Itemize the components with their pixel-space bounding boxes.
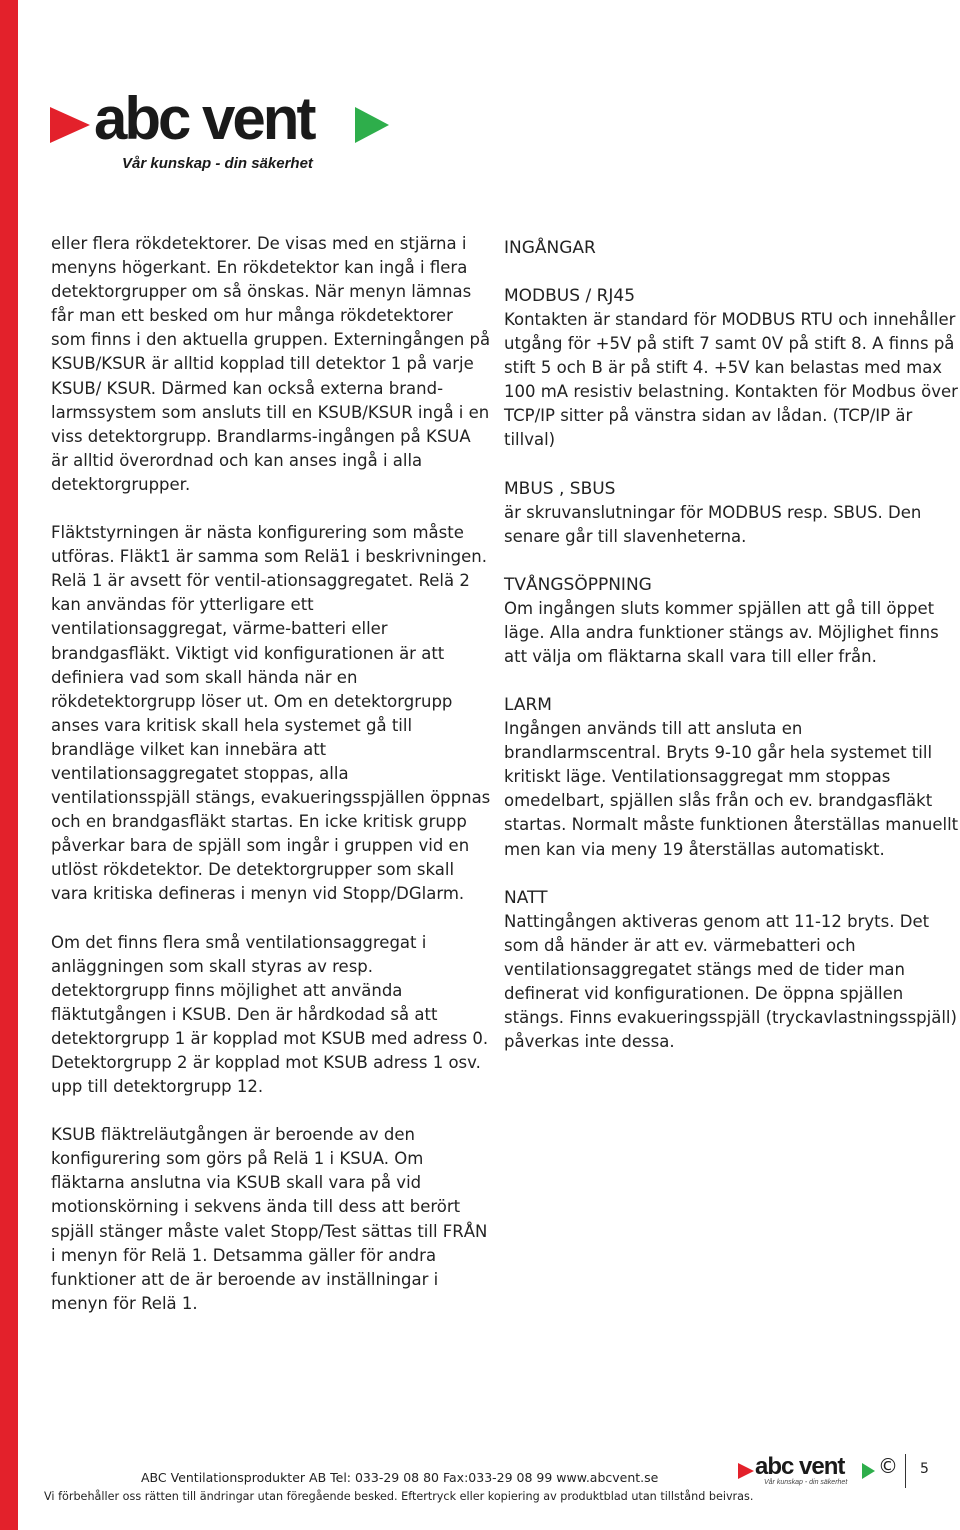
abc-vent-logo bbox=[50, 85, 400, 180]
section-title: LARM bbox=[504, 695, 552, 716]
section-text: Om ingången sluts kommer spjällen att gå till öppet läge. Alla andra funktioner stängs av. Möjlighet finns att välja om fläktarna skall vara till eller från. bbox=[504, 598, 939, 666]
page-number: 5 bbox=[920, 1461, 929, 1477]
left-paragraph-1: eller flera rökdetektorer. De visas med en stjärna i menyns högerkant. En rökdetektor kan ingå i flera detektorgrupper om så önskas. När menyn lämnas får man ett besked om hur många rökdetektorer som finns i den aktuella gruppen. Externingången på KSUB/KSUR är alltid kopplad till detektor 1 på varje KSUB/ KSUR. Därmed kan också externa brand-larmssystem som ansluts till en KSUB/KSUR ingå i en viss detektorgrupp. Brandlarms-ingången på KSUA är alltid överordnad och kan anses ingå i alla detektorgrupper. bbox=[51, 234, 491, 494]
footer-logo-green-triangle-icon bbox=[862, 1463, 875, 1479]
footer bbox=[0, 1453, 960, 1516]
left-paragraph-3: Om det finns flera små ventilationsaggregat i anläggningen som skall styras av resp. detektorgrupp finns möjlighet att använda fläktutgången i KSUB. Den är hårdkodad så att detektorgrupp 1 är kopplad mot KSUB med adress 0. Detektorgrupp 2 är kopplad mot KSUB adress 1 osv. upp till detektorgrupp 12. bbox=[51, 932, 489, 1097]
left-column bbox=[51, 232, 491, 1340]
logo-red-triangle-icon bbox=[50, 107, 90, 143]
section-title: TVÅNGSÖPPNING bbox=[504, 574, 652, 595]
logo-tagline: Vår kunskap - din säkerhet bbox=[122, 155, 313, 172]
section-modbus bbox=[504, 284, 960, 453]
footer-divider bbox=[905, 1454, 906, 1488]
footer-logo-tagline: Vår kunskap - din säkerhet bbox=[764, 1479, 848, 1486]
section-text: Nattingången aktiveras genom att 11-12 bryts. Det som då händer är att ev. värmebatteri och ventilationsaggregatet stängs med de tider man definerat vid konfigurationen. De öppna spjällen stängs. Finns evakueringsspjäll (tryckavlastningsspjäll) påverkas inte dessa. bbox=[504, 911, 957, 1052]
footer-logo-red-triangle-icon bbox=[738, 1463, 754, 1479]
section-title: MBUS , SBUS bbox=[504, 478, 616, 499]
section-larm bbox=[504, 693, 960, 862]
right-column bbox=[504, 236, 960, 1078]
copyright-icon: © bbox=[878, 1454, 898, 1478]
section-title: MODBUS / RJ45 bbox=[504, 286, 636, 306]
footer-company-line: ABC Ventilationsprodukter AB Tel: 033-29 08 80 Fax:033-29 08 99 www.abcvent.se bbox=[141, 1470, 659, 1485]
section-title: NATT bbox=[504, 887, 548, 908]
footer-disclaimer: Vi förbehåller oss rätten till ändringar utan föregående besked. Eftertryck eller kopiering av produktblad utan tillstånd beivras. bbox=[44, 1490, 754, 1503]
section-text: Ingången används till att ansluta en brandlarmscentral. Bryts 9-10 går hela systemet till kritiskt läge. Ventilationsaggregat mm stoppas omedelbart, spjällen slås från och ev. brandgasfläkt startas. Normalt måste funktionen återställas manuellt men kan via meny 19 återställas automatiskt. bbox=[504, 719, 959, 859]
section-text: Kontakten är standard för MODBUS RTU och innehåller utgång för +5V på stift 7 samt 0V på stift 8. A finns på stift 5 och B är på stift 4. +5V kan belastas med max 100 mA resistiv belastning. Kontakten för Modbus över TCP/IP sitter på vänstra sidan av lådan. (TCP/IP är tillval) bbox=[504, 310, 958, 450]
logo-wordmark: abc vent bbox=[94, 85, 314, 152]
section-tvangsoppning bbox=[504, 573, 960, 669]
section-mbus-sbus bbox=[504, 477, 960, 549]
section-text: är skruvanslutningar för MODBUS resp. SBUS. Den senare går till slavenheterna. bbox=[504, 502, 922, 546]
logo-green-triangle-icon bbox=[355, 107, 389, 143]
left-red-bar bbox=[0, 0, 18, 1530]
left-paragraph-2: Fläktstyrningen är nästa konfigurering som måste utföras. Fläkt1 är samma som Relä1 i beskrivningen. Relä 1 är avsett för ventil-ationsaggregatet. Relä 2 kan användas för ytterligare ett ventilationsaggregat, värme-batteri eller brandgasfläkt. Viktigt vid konfigurationen är att definiera vad som skall hända när en rökdetektorgrupp löser ut. Om en detektorgrupp anses vara kritisk skall hela systemet gå till brandläge vilket kan innebära att ventilationsaggregatet stoppas, alla ventilationsspjäll stängs, evakueringsspjällen öppnas och en brandgasfläkt startas. En icke kritisk grupp påverkar bara de spjäll som ingår i gruppen vid en utlöst rökdetektor. De detektorgrupper som skall vara kritiska defineras i menyn vid Stopp/DGlarm. bbox=[51, 523, 491, 904]
left-paragraph-4: KSUB fläktreläutgången är beroende av den konfigurering som görs på Relä 1 i KSUA. Om fläktarna anslutna via KSUB skall vara på vid motionskörning i sekvens ända till dess att berört spjäll stänger måste valet Stopp/Test sättas till FRÅN i menyn för Relä 1. Detsamma gäller för andra funktioner att de är beroende av inställningar i menyn för Relä 1. bbox=[51, 1125, 488, 1313]
footer-logo bbox=[738, 1453, 878, 1492]
section-heading-ingangar: INGÅNGAR bbox=[504, 238, 596, 258]
footer-logo-wordmark: abc vent bbox=[755, 1453, 845, 1480]
section-natt bbox=[504, 886, 960, 1055]
